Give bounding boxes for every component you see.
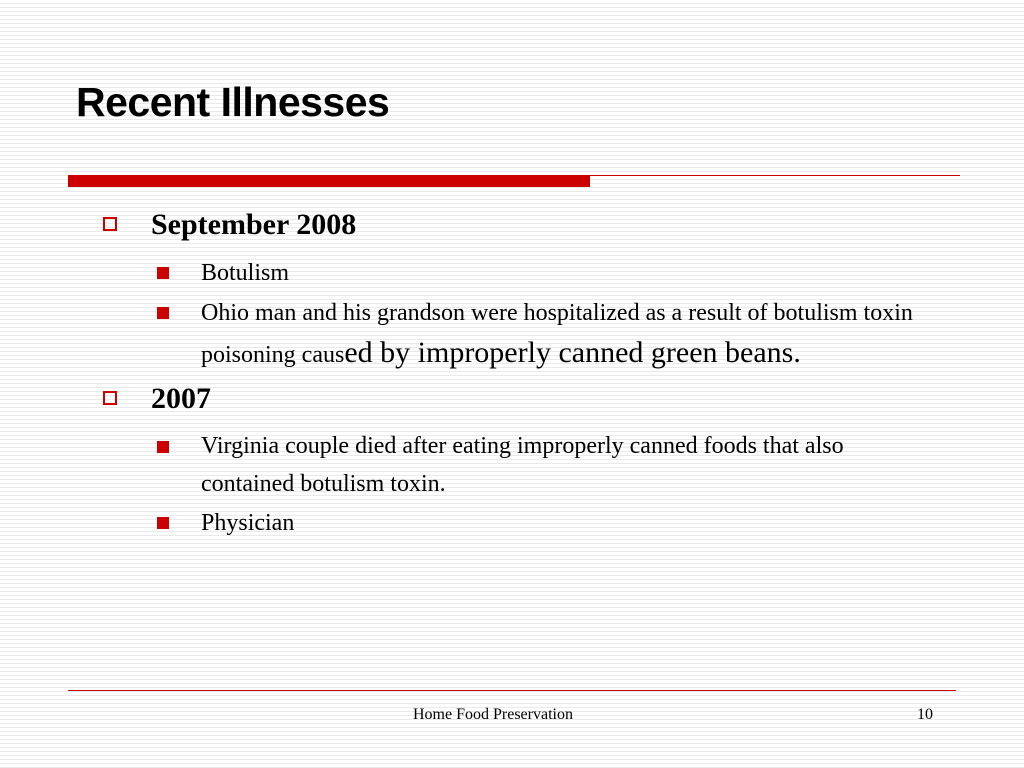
bullet-heading: 2007 [151, 382, 211, 415]
hollow-square-bullet-icon [103, 217, 117, 231]
slide-body [96, 205, 926, 543]
page-number: 10 [917, 706, 933, 723]
footer-label: Home Food Preservation [413, 706, 573, 723]
title-underline-thin [590, 175, 960, 176]
footer-divider [68, 690, 956, 691]
sub-bullet-text: Physician [201, 510, 295, 536]
filled-square-bullet-icon [157, 517, 169, 529]
sub-bullet-text: Botulism [201, 260, 290, 286]
filled-square-bullet-icon [157, 441, 169, 453]
filled-square-bullet-icon [157, 307, 169, 319]
bullet-heading: September 2008 [151, 208, 357, 241]
sub-bullet-text: Ohio man and his grandson were hospitalized as a result of botulism toxin poisoning caus [201, 300, 913, 368]
filled-square-bullet-icon [157, 267, 169, 279]
title-underline-thick [68, 175, 590, 187]
sub-bullet-ohio-man [96, 293, 926, 375]
slide-title: Recent Illnesses [76, 79, 390, 125]
sub-bullet-physician [96, 503, 926, 543]
sub-bullet-virginia-couple [96, 427, 926, 503]
sub-bullet-text-large: ed by improperly canned green beans. [344, 336, 801, 369]
sub-bullet-text: Virginia couple died after eating improperly canned foods that also contained botulism toxin. [201, 433, 844, 497]
hollow-square-bullet-icon [103, 391, 117, 405]
bullet-2007 [96, 379, 926, 419]
sub-bullet-botulism [96, 253, 926, 293]
bullet-september-2008 [96, 205, 926, 245]
